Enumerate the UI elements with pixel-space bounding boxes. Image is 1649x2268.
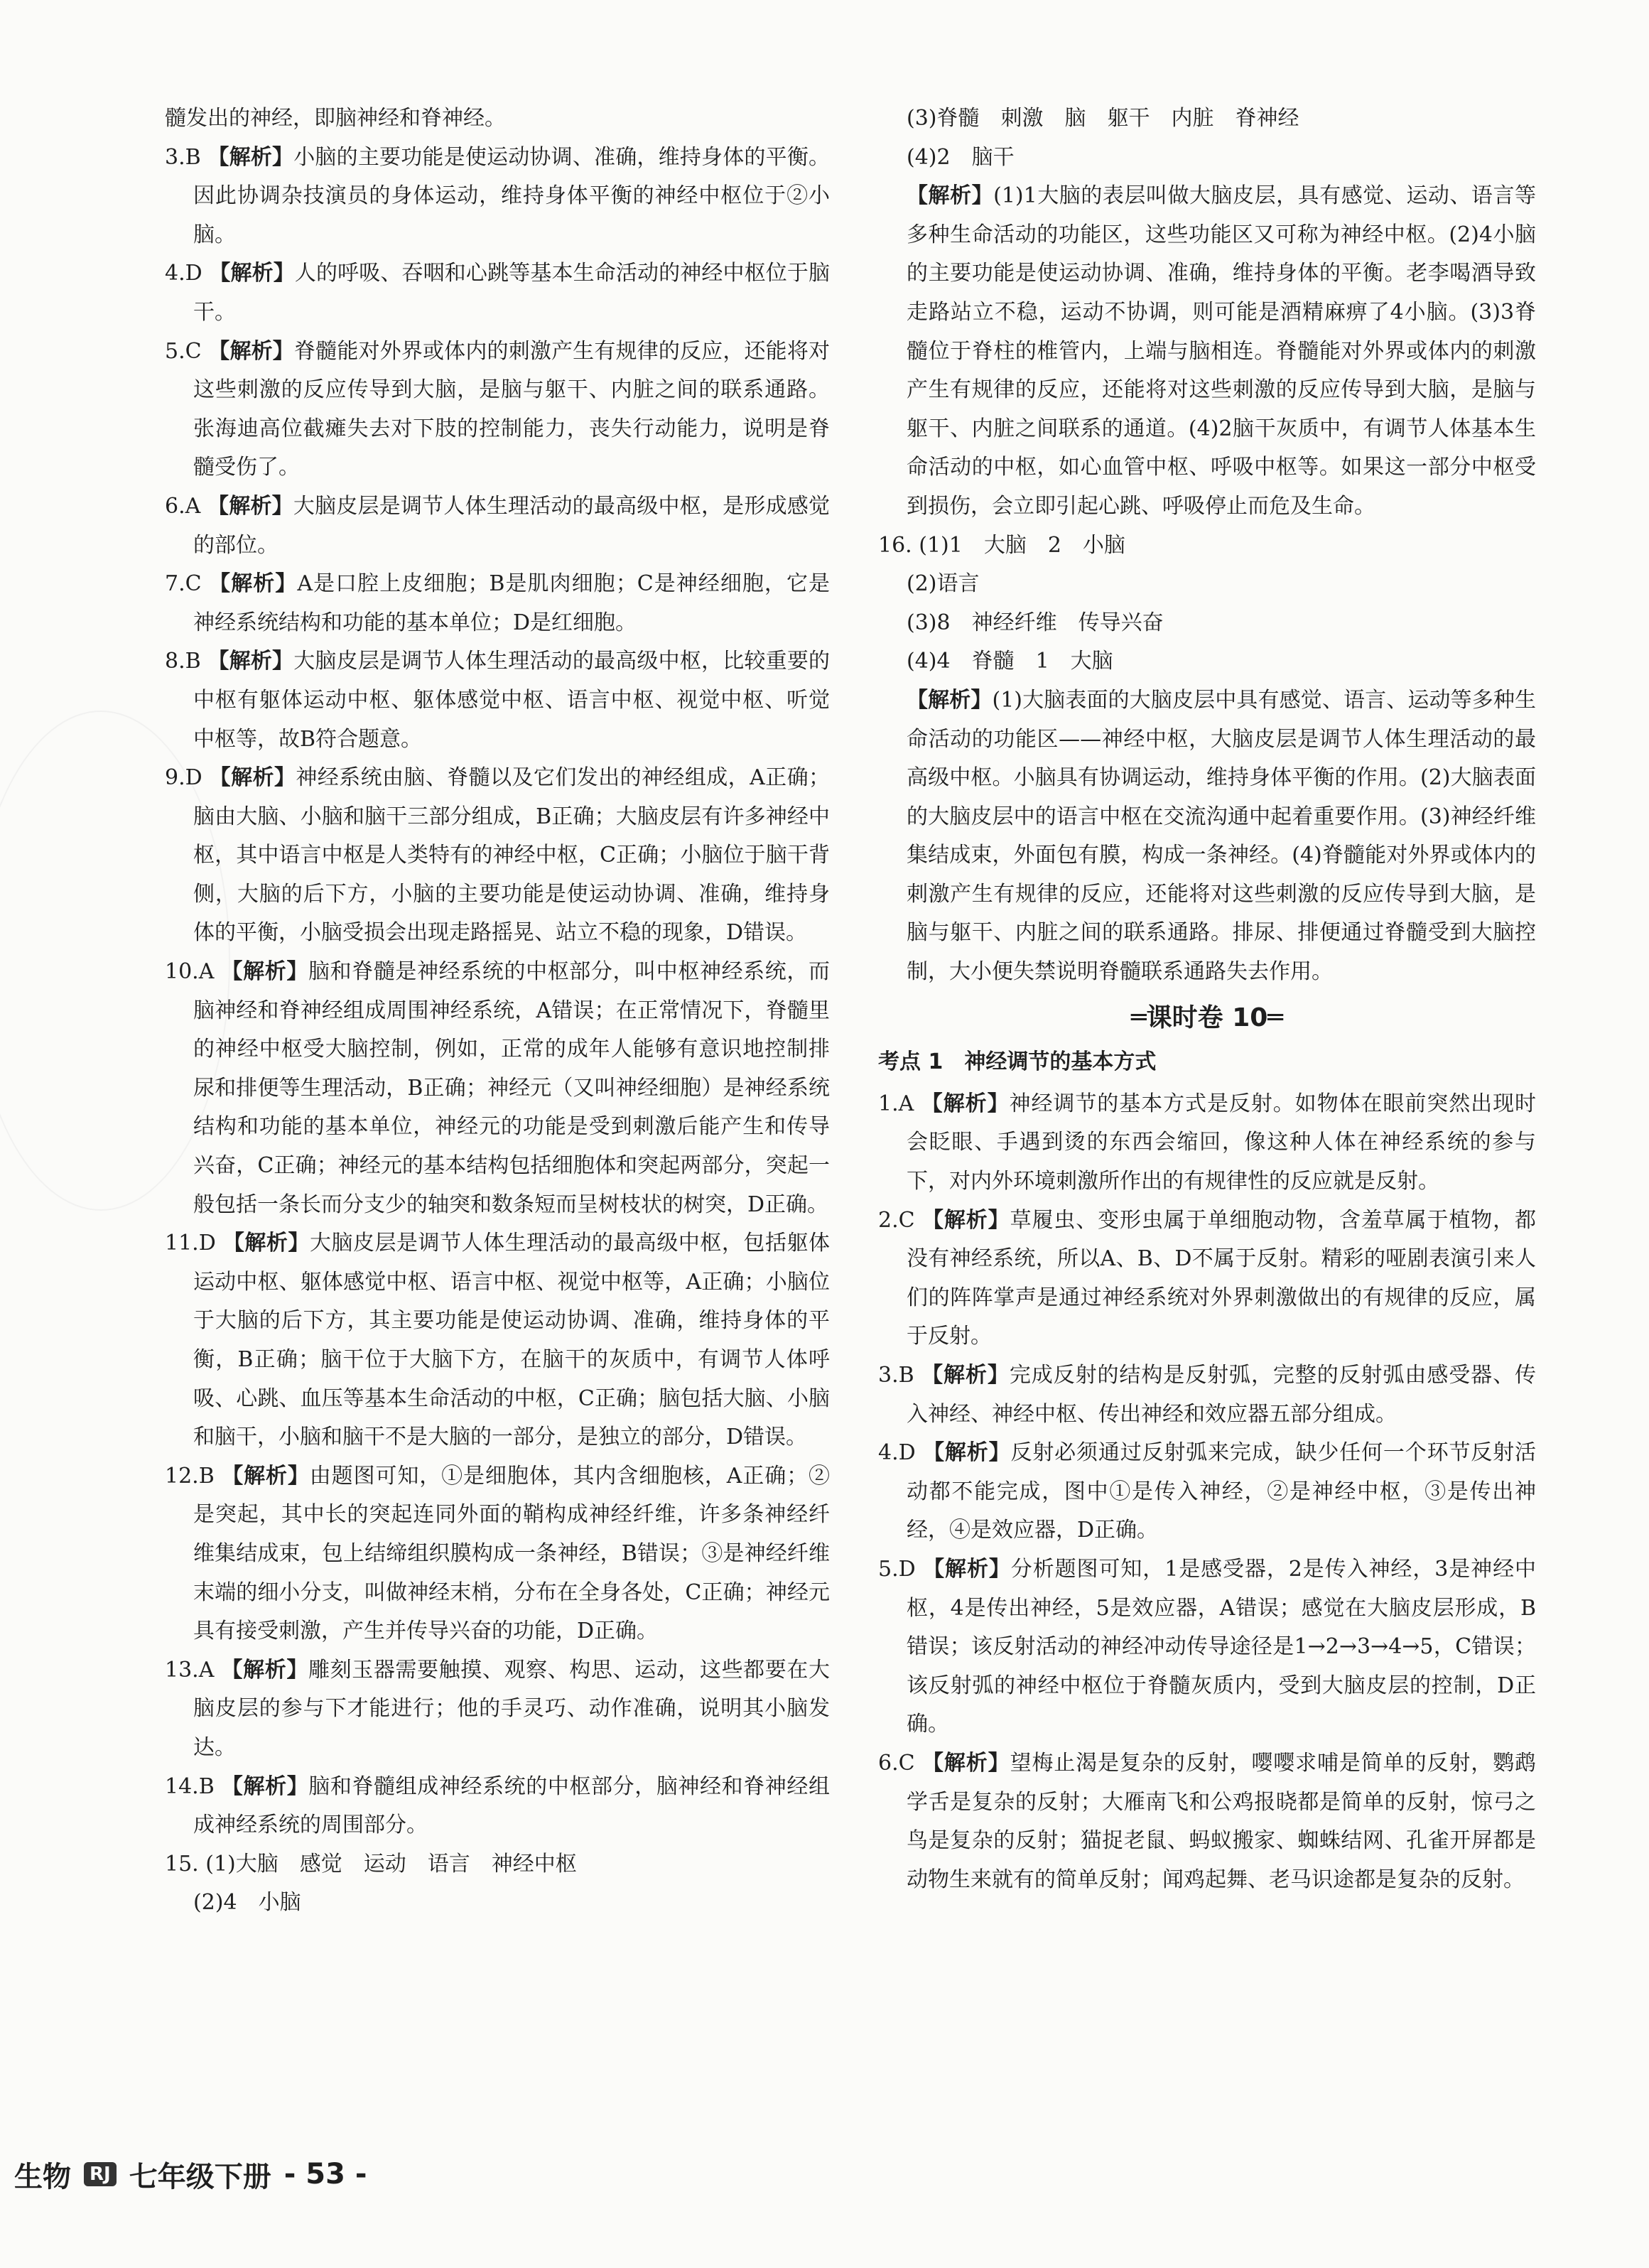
- answer-body: A是口腔上皮细胞；B是肌肉细胞；C是神经细胞，它是神经系统结构和功能的基本单位；D是红细胞。: [193, 571, 831, 635]
- answer-body: (1)1 大脑 2 小脑: [919, 532, 1125, 558]
- answer-body: (4)4 脊髓 1 大脑: [907, 649, 1113, 674]
- answer-number: 8.B: [165, 649, 201, 674]
- answer-body: 髓发出的神经，即脑神经和脊神经。: [165, 106, 506, 131]
- answer-item: [878, 1434, 1536, 1550]
- answer-number: 12.B: [165, 1463, 215, 1489]
- answer-number: 14.B: [165, 1773, 215, 1799]
- analysis-tag: 【解析】: [923, 1440, 1011, 1466]
- analysis-tag: 【解析】: [209, 261, 295, 286]
- section-title: ═课时卷 10═: [1131, 1003, 1283, 1032]
- page-footer: [0, 2146, 512, 2203]
- answer-number: 3.B: [165, 144, 201, 170]
- analysis-tag: 【解析】: [921, 1363, 1010, 1388]
- answer-item: [165, 642, 830, 759]
- analysis-tag: 【解析】: [207, 144, 294, 170]
- analysis-tag: 【解析】: [221, 1657, 308, 1683]
- analysis-tag: 【解析】: [221, 959, 308, 985]
- answer-item: [165, 759, 830, 953]
- answer-number: 9.D: [165, 765, 202, 791]
- left-column: [165, 99, 830, 1923]
- analysis-tag: 【解析】: [907, 183, 994, 209]
- answer-item: [878, 526, 1536, 566]
- answer-number: 6.C: [878, 1750, 915, 1776]
- analysis-tag: 【解析】: [922, 1207, 1010, 1233]
- answer-item: [878, 1085, 1536, 1202]
- answer-body: 神经调节的基本方式是反射。如物体在眼前突然出现时会眨眼、手遇到烫的东西会缩回，像这种人体在神经系统的参与下，对内外环境刺激所作出的有规律性的反应就是反射。: [907, 1091, 1537, 1194]
- answer-number: 4.D: [165, 261, 202, 286]
- answer-item: [165, 1651, 830, 1768]
- answer-body: (2)语言: [907, 571, 980, 597]
- answer-item: [878, 1202, 1536, 1356]
- answer-item: [165, 1224, 830, 1457]
- answer-number: 15.: [165, 1851, 199, 1876]
- answer-text: [878, 565, 1536, 604]
- answer-item: [878, 1744, 1536, 1899]
- analysis-tag: 【解析】: [222, 1463, 310, 1489]
- answer-item: [165, 1768, 830, 1845]
- answer-number: 3.B: [878, 1363, 914, 1388]
- analysis-tag: 【解析】: [221, 1773, 309, 1799]
- answer-item: [165, 953, 830, 1224]
- answer-number: 11.D: [165, 1231, 216, 1256]
- answer-body: 脑和脊髓是神经系统的中枢部分，叫中枢神经系统，而脑神经和脊神经组成周围神经系统，A错误；在正常情况下，脊髓里的神经中枢受大脑控制，例如，正常的成年人能够有意识地控制排尿和排便等生理活动，B正确；神经元（又叫神经细胞）是神经系统结构和功能的基本单位，神经元的功能是受到刺激后能产生和传导兴奋，C正确；神经元的基本结构包括细胞体和突起两部分，突起一般包括一条长而分支少的轴突和数条短而呈树枝状的树突，D正确。: [193, 959, 831, 1217]
- page-number: - 53 -: [283, 2158, 367, 2191]
- answer-body: 大脑皮层是调节人体生理活动的最高级中枢，比较重要的中枢有躯体运动中枢、躯体感觉中枢、语言中枢、视觉中枢、听觉中枢等，故B符合题意。: [193, 649, 831, 752]
- answer-body: 人的呼吸、吞咽和心跳等基本生命活动的神经中枢位于脑干。: [193, 261, 831, 325]
- answer-body: 反射必须通过反射弧来完成，缺少任何一个环节反射活动都不能完成，图中①是传入神经，②是神经中枢，③是传出神经，④是效应器，D正确。: [907, 1440, 1537, 1543]
- answer-text: [878, 139, 1536, 178]
- answer-item: [165, 487, 830, 565]
- right-column: [878, 99, 1536, 1899]
- answer-body: (4)2 脑干: [907, 144, 1015, 170]
- answer-body: 脊髓能对外界或体内的刺激产生有规律的反应，还能将对这些刺激的反应传导到大脑，是脑与躯干、内脏之间的联系通路。张海迪高位截瘫失去对下肢的控制能力，丧失行动能力，说明是脊髓受伤了。: [193, 338, 831, 480]
- answer-body: (3)脊髓 刺激 脑 躯干 内脏 脊神经: [907, 106, 1299, 131]
- answer-item: [165, 333, 830, 487]
- answer-text: [878, 99, 1536, 139]
- answer-item: [165, 1457, 830, 1651]
- answer-body: (3)8 神经纤维 传导兴奋: [907, 610, 1164, 635]
- footer-subject: 生物: [14, 2160, 71, 2193]
- answer-number: 7.C: [165, 571, 202, 597]
- answer-body: (1)大脑 感觉 运动 语言 神经中枢: [205, 1851, 577, 1876]
- answer-number: 4.D: [878, 1440, 916, 1466]
- answer-text: [165, 1884, 830, 1923]
- answer-text: [878, 177, 1536, 526]
- answer-body: (2)4 小脑: [193, 1890, 301, 1916]
- answer-body: 神经系统由脑、脊髓以及它们发出的神经组成，A正确；脑由大脑、小脑和脑干三部分组成，B正确；大脑皮层有许多神经中枢，其中语言中枢是人类特有的神经中枢，C正确；小脑位于脑干背侧，大脑的后下方，小脑的主要功能是使运动协调、准确，维持身体的平衡，小脑受损会出现走路摇晃、站立不稳的现象，D错误。: [193, 765, 831, 946]
- answer-body: 由题图可知，①是细胞体，其内含细胞核，A正确；②是突起，其中长的突起连同外面的鞘构成神经纤维，许多条神经纤维集结成束，包上结缔组织膜构成一条神经，B错误；③是神经纤维末端的细小分支，叫做神经末梢，分布在全身各处，C正确；神经元具有接受刺激，产生并传导兴奋的功能，D正确。: [193, 1463, 830, 1644]
- answer-number: 1.A: [878, 1091, 914, 1116]
- answer-body: 望梅止渴是复杂的反射，嘤嘤求哺是简单的反射，鹦鹉学舌是复杂的反射；大雁南飞和公鸡报晓都是简单的反射，惊弓之鸟是复杂的反射；猫捉老鼠、蚂蚁搬家、蜘蛛结网、孔雀开屏都是动物生来就有的简单反射；闻鸡起舞、老马识途都是复杂的反射。: [907, 1750, 1537, 1892]
- answer-text: [165, 99, 830, 139]
- analysis-tag: 【解析】: [207, 493, 293, 519]
- topic-heading: 考点 1 神经调节的基本方式: [878, 1049, 1157, 1075]
- answer-body: 完成反射的结构是反射弧，完整的反射弧由感受器、传入神经、神经中枢、传出神经和效应器五部分组成。: [907, 1363, 1537, 1427]
- analysis-tag: 【解析】: [921, 1091, 1010, 1116]
- analysis-tag: 【解析】: [208, 338, 294, 364]
- answer-body: (1)1大脑的表层叫做大脑皮层，具有感觉、运动、语言等多种生命活动的功能区，这些功能区又可称为神经中枢。(2)4小脑的主要功能是使运动协调、准确，维持身体的平衡。老李喝酒导致走路站立不稳，运动不协调，则可能是酒精麻痹了4小脑。(3)3脊髓位于脊柱的椎管内，上端与脑相连。脊髓能对外界或体内的刺激产生有规律的反应，还能将对这些刺激的反应传导到大脑，是脑与躯干、内脏之间联系的通道。(4)2脑干灰质中，有调节人体基本生命活动的中枢，如心血管中枢、呼吸中枢等。如果这一部分中枢受到损伤，会立即引起心跳、呼吸停止而危及生命。: [907, 183, 1536, 519]
- answer-number: 16.: [878, 532, 912, 558]
- answer-body: (1)大脑表面的大脑皮层中具有感觉、语言、运动等多种生命活动的功能区——神经中枢，大脑皮层是调节人体生理活动的最高级中枢。小脑具有协调运动，维持身体平衡的作用。(2)大脑表面的大脑皮层中的语言中枢在交流沟通中起着重要作用。(3)神经纤维集结成束，外面包有膜，构成一条神经。(4)脊髓能对外界或体内的刺激产生有规律的反应，还能将对这些刺激的反应传导到大脑，是脑与躯干、内脏之间的联系通路。排尿、排便通过脊髓受到大脑控制，大小便失禁说明脊髓联系通路失去作用。: [907, 687, 1536, 985]
- answer-text: [878, 681, 1536, 992]
- answer-body: 雕刻玉器需要触摸、观察、构思、运动，这些都要在大脑皮层的参与下才能进行；他的手灵巧、动作准确，说明其小脑发达。: [193, 1657, 831, 1760]
- answer-item: [878, 1356, 1536, 1434]
- answer-text: [878, 642, 1536, 681]
- answer-number: 10.A: [165, 959, 215, 985]
- answer-item: [165, 139, 830, 255]
- answer-item: [165, 254, 830, 332]
- answer-body: 草履虫、变形虫属于单细胞动物，含羞草属于植物，都没有神经系统，所以A、B、D不属于反射。精彩的哑剧表演引来人们的阵阵掌声是通过神经系统对外界刺激做出的有规律的反应，属于反射。: [907, 1207, 1537, 1349]
- answer-number: 6.A: [165, 493, 201, 519]
- footer-grade: 七年级下册: [129, 2160, 271, 2193]
- answer-body: 小脑的主要功能是使运动协调、准确，维持身体的平衡。因此协调杂技演员的身体运动，维持身体平衡的神经中枢位于②小脑。: [193, 144, 831, 247]
- answer-number: 2.C: [878, 1207, 915, 1233]
- edition-badge: RJ: [84, 2162, 117, 2186]
- answer-text: [878, 604, 1536, 643]
- analysis-tag: 【解析】: [207, 649, 294, 674]
- analysis-tag: 【解析】: [209, 765, 296, 791]
- answer-item: [165, 1845, 830, 1884]
- answer-item: [878, 1550, 1536, 1744]
- answer-body: 大脑皮层是调节人体生理活动的最高级中枢，包括躯体运动中枢、躯体感觉中枢、语言中枢、视觉中枢等，A正确；小脑位于大脑的后下方，其主要功能是使运动协调、准确，维持身体的平衡，B正确；脑干位于大脑下方，在脑干的灰质中，有调节人体呼吸、心跳、血压等基本生命活动的中枢，C正确；脑包括大脑、小脑和脑干，小脑和脑干不是大脑的一部分，是独立的部分，D错误。: [193, 1231, 831, 1450]
- analysis-tag: 【解析】: [907, 687, 993, 713]
- analysis-tag: 【解析】: [923, 1556, 1011, 1582]
- answer-number: 13.A: [165, 1657, 215, 1683]
- answer-number: 5.D: [878, 1556, 916, 1582]
- analysis-tag: 【解析】: [209, 571, 298, 597]
- answer-body: 分析题图可知，1是感受器，2是传入神经，3是神经中枢，4是传出神经，5是效应器，A错误；感觉在大脑皮层形成，B错误；该反射活动的神经冲动传导途径是1→2→3→4→5，C错误；该反射弧的神经中枢位于脊髓灰质内，受到大脑皮层的控制，D正确。: [907, 1556, 1536, 1737]
- answer-number: 5.C: [165, 338, 202, 364]
- analysis-tag: 【解析】: [222, 1231, 310, 1256]
- analysis-tag: 【解析】: [922, 1750, 1010, 1776]
- answer-body: 脑和脊髓组成神经系统的中枢部分，脑神经和脊神经组成神经系统的周围部分。: [193, 1773, 831, 1838]
- answer-body: 大脑皮层是调节人体生理活动的最高级中枢，是形成感觉的部位。: [193, 493, 831, 558]
- answer-item: [165, 565, 830, 642]
